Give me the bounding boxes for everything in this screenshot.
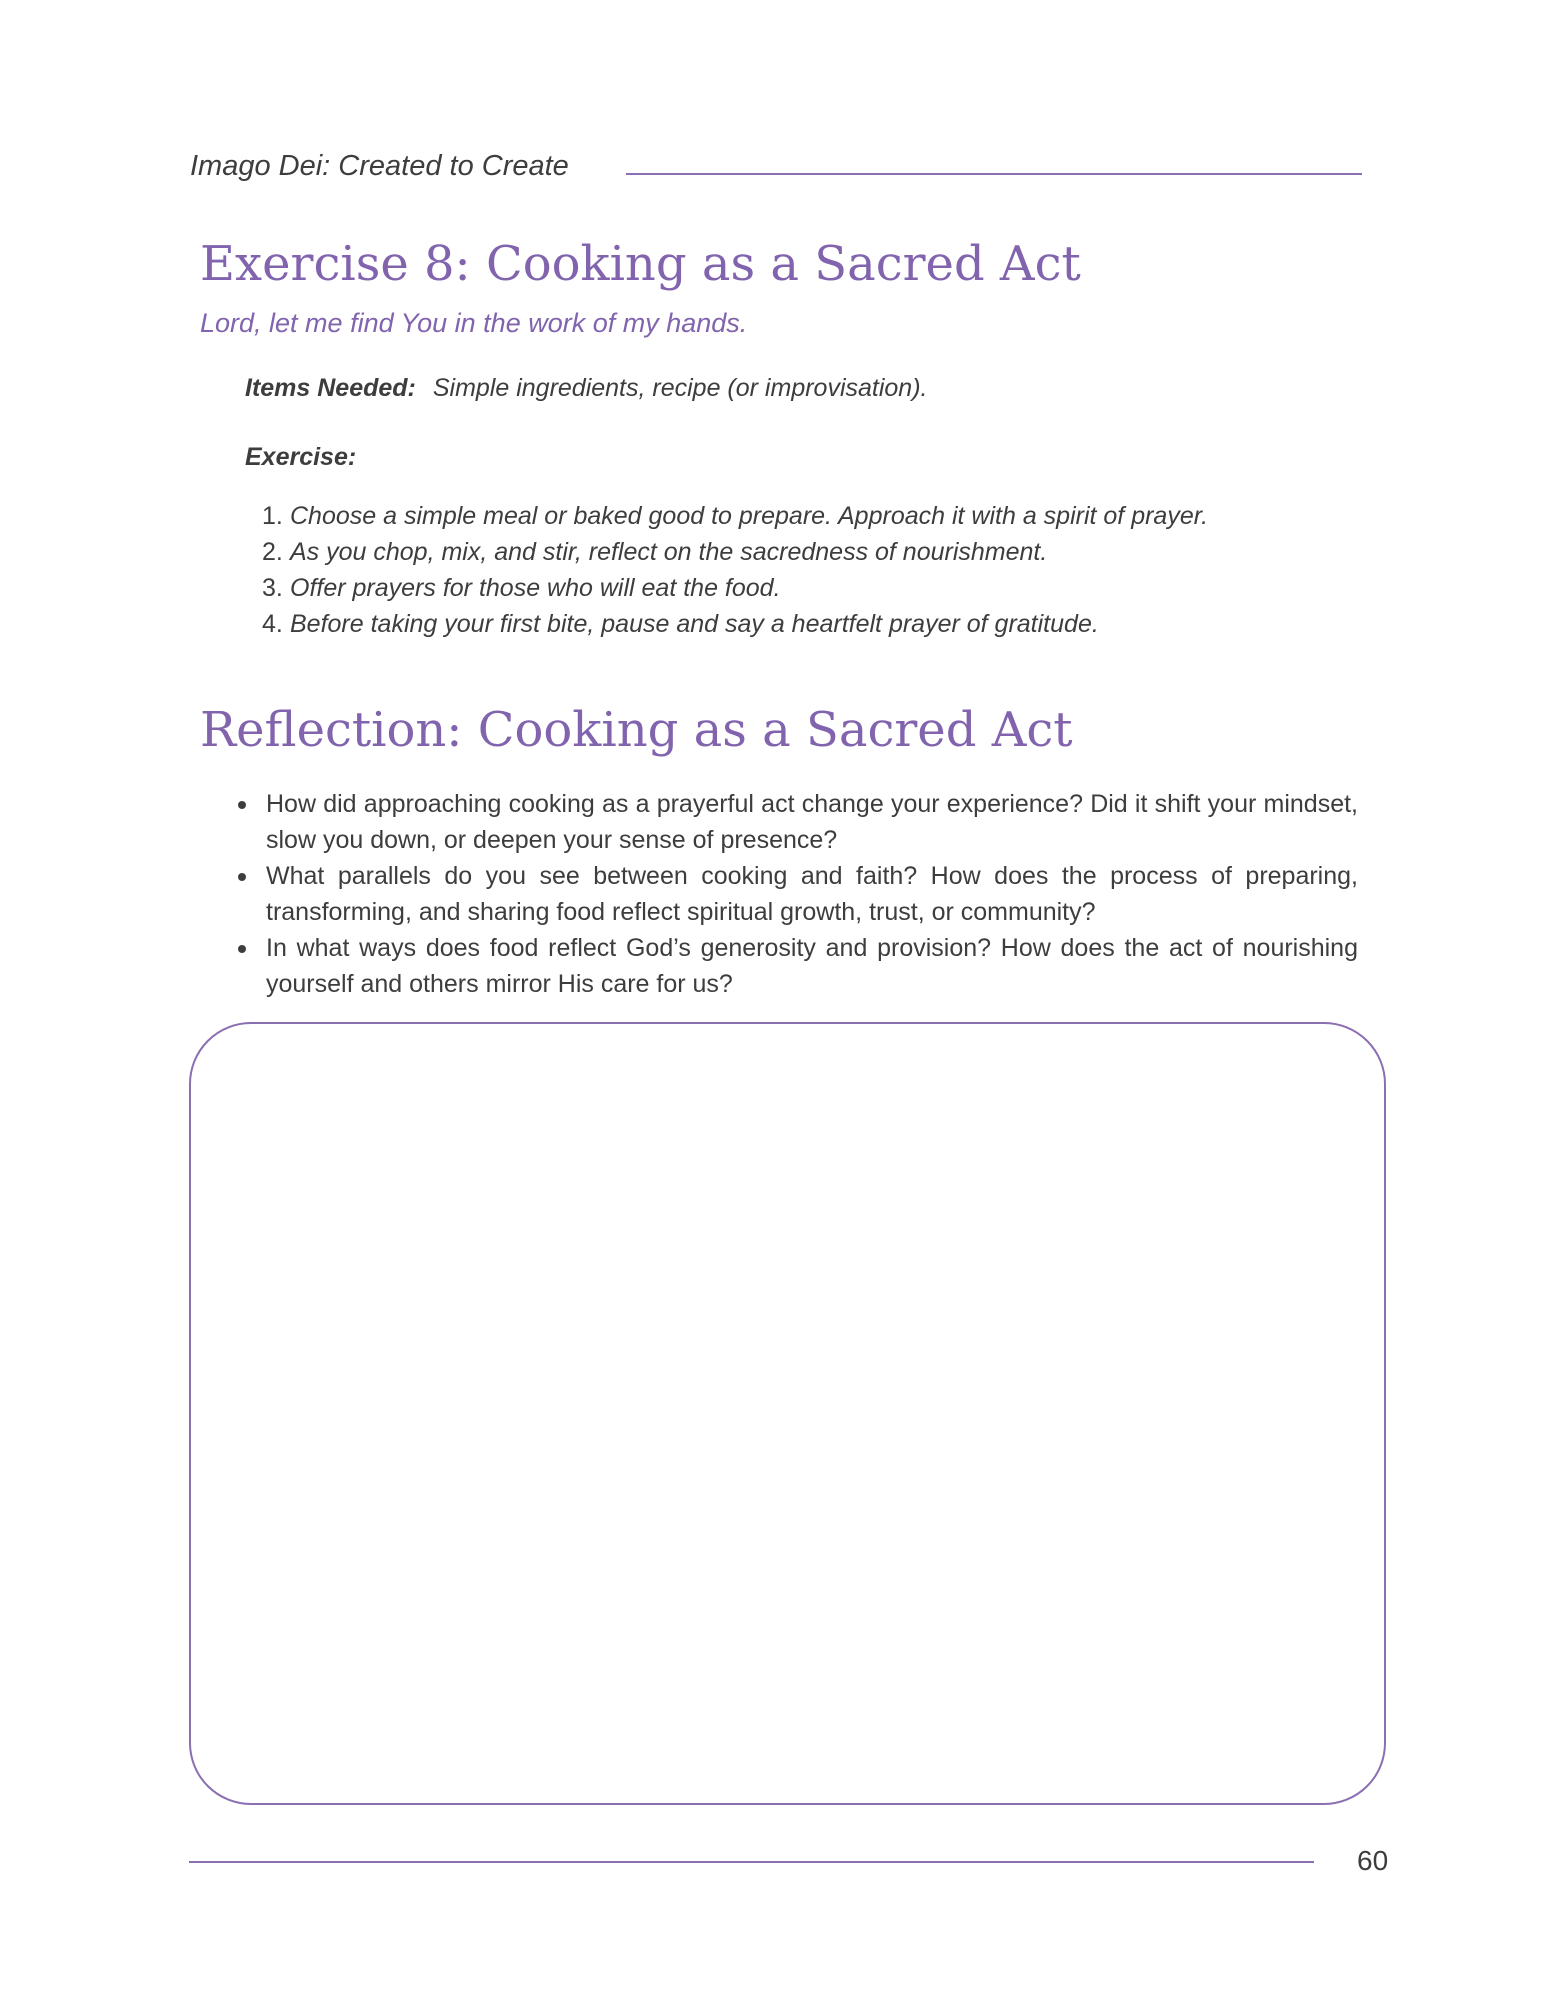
question-text: How did approaching cooking as a prayerful act change your experience? Did it shift your mindset, slow you down, or deepen your sense of presence?: [266, 790, 1358, 854]
exercise-prayer: Lord, let me find You in the work of my hands.: [200, 308, 748, 338]
step-number: 3.: [262, 574, 283, 602]
step-text: Before taking your first bite, pause and say a heartfelt prayer of gratitude.: [290, 610, 1099, 638]
exercise-steps: [262, 498, 1208, 642]
reflection-question: [238, 858, 1358, 930]
reflection-question: [238, 930, 1358, 1002]
running-header: [190, 150, 1362, 194]
exercise-step: [262, 534, 1208, 570]
journal-writing-area[interactable]: [189, 1022, 1386, 1805]
step-number: 4.: [262, 610, 283, 638]
header-rule: [626, 173, 1362, 175]
step-text: Offer prayers for those who will eat the food.: [290, 574, 781, 602]
items-needed: [245, 374, 928, 403]
book-title: Imago Dei: Created to Create: [190, 150, 569, 182]
step-text: Choose a simple meal or baked good to prepare. Approach it with a spirit of prayer.: [290, 502, 1209, 530]
page-number: 60: [1357, 1845, 1389, 1876]
reflection-questions: [238, 786, 1358, 1002]
step-number: 2.: [262, 538, 283, 566]
reflection-question: [238, 786, 1358, 858]
exercise-step: [262, 570, 1208, 606]
question-text: In what ways does food reflect God’s generosity and provision? How does the act of nourishing yourself and others mirror His care for us?: [266, 934, 1358, 998]
reflection-title: Reflection: Cooking as a Sacred Act: [200, 702, 1073, 758]
step-number: 1.: [262, 502, 283, 530]
question-text: What parallels do you see between cooking and faith? How does the process of preparing, transforming, and sharing food reflect spiritual growth, trust, or community?: [266, 862, 1358, 926]
bullet-icon: [238, 801, 246, 809]
exercise-step: [262, 606, 1208, 642]
items-needed-value: Simple ingredients, recipe (or improvisation).: [432, 374, 928, 402]
exercise-label: Exercise:: [245, 443, 357, 471]
bullet-icon: [238, 945, 246, 953]
items-needed-label: Items Needed:: [245, 374, 416, 402]
exercise-title: Exercise 8: Cooking as a Sacred Act: [200, 236, 1081, 292]
bullet-icon: [238, 873, 246, 881]
footer-rule: [189, 1861, 1314, 1863]
step-text: As you chop, mix, and stir, reflect on the sacredness of nourishment.: [290, 538, 1048, 566]
exercise-step: [262, 498, 1208, 534]
